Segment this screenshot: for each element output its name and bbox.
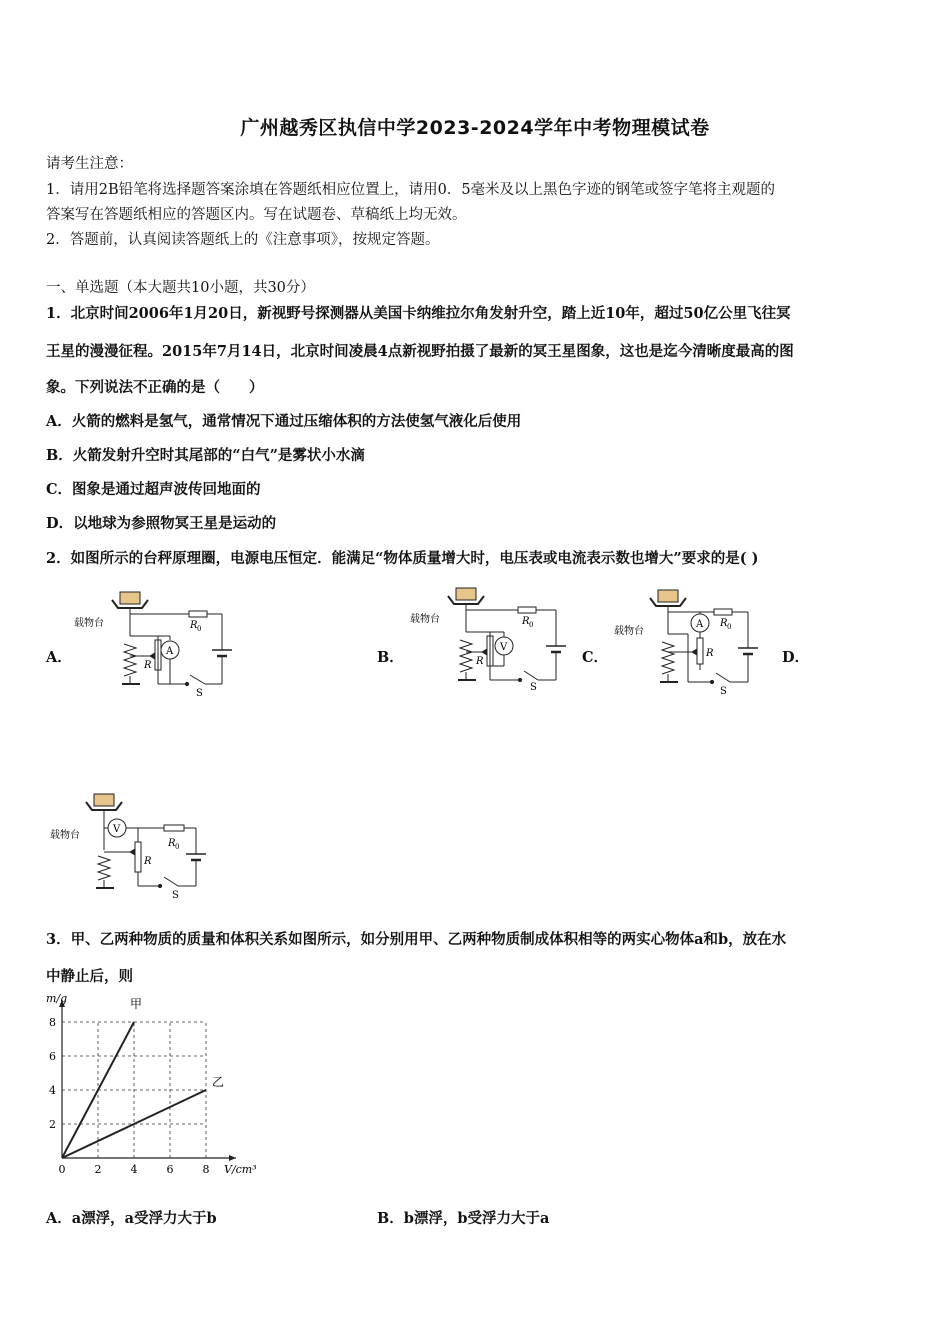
q2-option-d-label[interactable]: D． [782,649,810,666]
r-label: R [476,656,484,667]
switch-label: S [172,890,179,901]
chart-x-tick-label: 8 [202,1163,210,1176]
circuit-diagram-c[interactable] [612,586,772,698]
platform-label: 载物台 [74,618,104,629]
chart-y-axis-label: m/g [46,992,68,1005]
notice-heading: 请考生注意： [46,156,133,172]
section-heading: 一、单选题（本大题共10小题，共30分） [46,280,315,296]
chart-y-tick-label: 8 [49,1016,56,1029]
voltmeter-icon: V [500,642,508,653]
q3-line-1: 3．甲、乙两种物质的质量和体积关系如图所示，如分别用甲、乙两种物质制成体积相等的两实心物体a和b，放在水 [46,931,787,948]
q2-stem: 2．如图所示的台秤原理圈，电源电压恒定．能满足“物体质量增大时，电压表或电流表示数也增大”要求的是( ) [46,550,759,567]
circuit-diagram-d[interactable] [46,790,216,902]
chart-y-tick-label: 2 [49,1118,56,1131]
voltmeter-icon: V [113,824,121,835]
chart-y-tick-label: 4 [49,1084,56,1097]
notice-item-1-line-2: 答案写在答题纸相应的答题区内。写在试题卷、草稿纸上均无效。 [46,207,467,223]
r0-label: R [720,618,728,629]
q3-line-2: 中静止后，则 [46,968,133,985]
q1-line-1: 1．北京时间2006年1月20日，新视野号探测器从美国卡纳维拉尔角发射升空，踏上近10年，超过50亿公里飞往冥 [46,305,791,322]
q1-option-c[interactable]: C．图象是通过超声波传回地面的 [46,481,261,498]
switch-label: S [720,686,727,697]
circuit-diagram-b[interactable] [408,584,568,696]
q3-option-b[interactable]: B．b漂浮，b受浮力大于a [377,1210,550,1227]
chart-x-tick-label: 4 [130,1163,138,1176]
ammeter-icon: A [166,646,174,657]
q1-option-a[interactable]: A．火箭的燃料是氢气，通常情况下通过压缩体积的方法使氢气液化后使用 [46,413,522,430]
r0-subscript: 0 [175,843,180,851]
circuit-diagram-a[interactable] [72,588,232,700]
chart-series-label: 乙 [212,1075,225,1089]
r0-label: R [522,616,530,627]
r-label: R [144,856,152,867]
r0-label: R [168,838,176,849]
ammeter-icon: A [696,619,704,630]
q1-option-d[interactable]: D．以地球为参照物冥王星是运动的 [46,515,277,532]
notice-item-2: 2．答题前，认真阅读答题纸上的《注意事项》，按规定答题。 [46,232,440,248]
page-title: 广州越秀区执信中学2023-2024学年中考物理模试卷 [240,117,710,139]
q2-option-a-label[interactable]: A． [46,649,72,666]
r-label: R [706,648,714,659]
r0-subscript: 0 [727,623,732,631]
mass-volume-chart [40,990,270,1185]
chart-x-axis-arrow [229,1155,236,1161]
chart-y-tick-label: 6 [49,1050,56,1063]
r0-subscript: 0 [197,625,202,633]
q1-line-2: 王星的漫漫征程。2015年7月14日，北京时间凌晨4点新视野拍摄了最新的冥王星图象，这也是迄今清晰度最高的图 [46,343,794,360]
chart-x-tick-label: 2 [94,1163,102,1176]
chart-x-axis-label: V/cm³ [224,1163,257,1176]
r0-label: R [190,620,198,631]
switch-label: S [196,688,203,699]
notice-item-1-line-1: 1．请用2B铅笔将选择题答案涂填在答题纸相应位置上，请用0．5毫米及以上黑色字迹的钢笔或签字笔将主观题的 [46,182,776,198]
q1-option-b[interactable]: B．火箭发射升空时其尾部的“白气”是雾状小水滴 [46,447,365,464]
chart-x-tick-label: 0 [58,1163,66,1176]
platform-label: 载物台 [50,830,80,841]
q2-option-c-label[interactable]: C． [582,649,609,666]
r0-subscript: 0 [529,621,534,629]
platform-label: 载物台 [614,626,644,637]
q1-line-3: 象。下列说法不正确的是（ ） [46,379,264,396]
r-label: R [144,660,152,671]
q2-option-b-label[interactable]: B． [377,649,404,666]
q3-option-a[interactable]: A．a漂浮，a受浮力大于b [46,1210,217,1227]
chart-x-tick-label: 6 [166,1163,174,1176]
chart-series-label: 甲 [130,997,143,1011]
switch-label: S [530,682,537,693]
platform-label: 载物台 [410,614,440,625]
